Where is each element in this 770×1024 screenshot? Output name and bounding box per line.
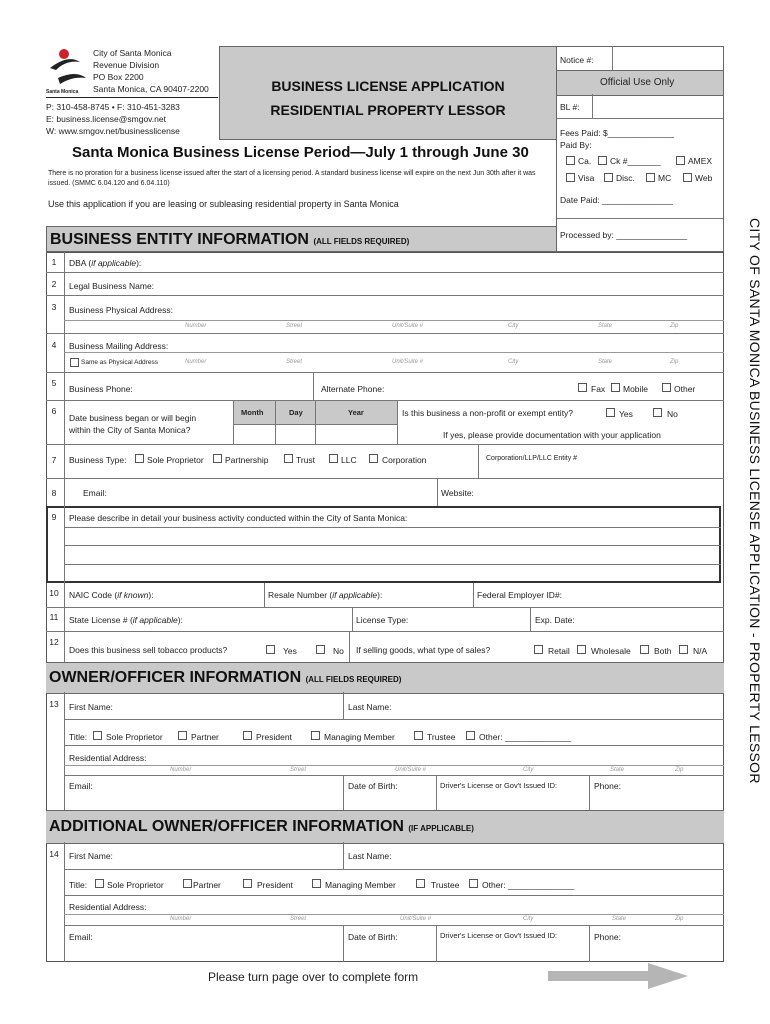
add-first-name-label: First Name: <box>69 851 113 861</box>
type-partnership-checkbox[interactable] <box>213 454 222 463</box>
hint-number: Number <box>170 767 192 773</box>
row-number: 11 <box>49 612 59 622</box>
row-number: 1 <box>51 257 57 267</box>
contact-web: W: www.smgov.net/businesslicense <box>46 126 180 136</box>
type-llc-label: LLC <box>341 455 357 465</box>
title-line-2: RESIDENTIAL PROPERTY LESSOR <box>270 102 506 118</box>
owner-email-input[interactable] <box>95 776 340 808</box>
pay-disc-label: Disc. <box>616 173 635 183</box>
owner-president-checkbox[interactable] <box>243 731 252 740</box>
org-line-3: PO Box 2200 <box>93 72 144 82</box>
add-dob-label: Date of Birth: <box>348 932 398 942</box>
add-id-label: Driver's License or Gov't Issued ID: <box>440 931 558 940</box>
add-first-name-input[interactable] <box>115 843 340 867</box>
type-corporation-checkbox[interactable] <box>369 454 378 463</box>
section-additional-note: (IF APPLICABLE) <box>408 824 474 833</box>
email-input[interactable] <box>110 479 435 505</box>
row-number: 13 <box>49 699 59 709</box>
exp-date-input[interactable] <box>580 608 720 629</box>
owner-sole-label: Sole Proprietor <box>106 732 163 742</box>
hint-zip: Zip <box>675 767 684 773</box>
add-residential-input[interactable] <box>160 896 720 913</box>
org-line-2: Revenue Division <box>93 60 160 70</box>
title-box <box>219 46 557 140</box>
hint-number: Number <box>185 323 207 329</box>
nonprofit-yes-label: Yes <box>619 409 633 419</box>
start-date-label-2: within the City of Santa Monica? <box>69 425 191 435</box>
add-president-label: President <box>257 880 293 890</box>
legal-name-input[interactable] <box>160 273 720 295</box>
license-type-input[interactable] <box>415 608 527 629</box>
official-use-banner <box>557 70 723 96</box>
hint-state: State <box>612 916 627 922</box>
add-last-name-input[interactable] <box>395 843 720 867</box>
sales-wholesale-label: Wholesale <box>591 646 631 656</box>
row-number: 12 <box>49 637 59 647</box>
add-email-input[interactable] <box>95 926 340 960</box>
tobacco-no-label: No <box>333 646 344 656</box>
other-phone-checkbox[interactable] <box>662 383 671 392</box>
notice-label: Notice #: <box>560 55 594 65</box>
tobacco-no-checkbox[interactable] <box>316 645 325 654</box>
type-sole-label: Sole Proprietor <box>147 455 204 465</box>
exp-date-label: Exp. Date: <box>535 615 575 625</box>
side-title-text: CITY OF SANTA MONICA BUSINESS LICENSE APPLICATION - PROPERTY LESSOR <box>747 218 763 784</box>
owner-sole-checkbox[interactable] <box>93 731 102 740</box>
org-line-1: City of Santa Monica <box>93 48 172 58</box>
contact-email: E: business.license@smgov.net <box>46 114 166 124</box>
entity-number-label: Corporation/LLP/LLC Entity # <box>486 455 578 462</box>
section-additional-title: ADDITIONAL OWNER/OFFICER INFORMATION (IF APPLICABLE) <box>49 818 474 835</box>
nonprofit-yes-checkbox[interactable] <box>606 408 615 417</box>
next-page-arrow-icon <box>548 963 688 989</box>
add-phone-label: Phone: <box>594 932 621 942</box>
type-llc-checkbox[interactable] <box>329 454 338 463</box>
owner-trustee-label: Trustee <box>427 732 456 742</box>
sales-retail-checkbox[interactable] <box>534 645 543 654</box>
website-input[interactable] <box>480 479 720 505</box>
sales-retail-label: Retail <box>548 646 570 656</box>
type-trust-label: Trust <box>296 455 316 465</box>
type-corporation-label: Corporation <box>382 455 427 465</box>
start-date-label-1: Date business began or will begin <box>69 413 197 423</box>
city-logo-icon <box>46 48 90 92</box>
owner-residential-label: Residential Address: <box>69 753 147 763</box>
add-partner-checkbox[interactable] <box>183 879 192 888</box>
add-other-label: Other: ______________ <box>482 880 575 890</box>
activity-input[interactable] <box>66 528 720 581</box>
resale-input[interactable] <box>365 584 470 606</box>
pay-amex-checkbox[interactable] <box>676 156 685 165</box>
state-license-input[interactable] <box>195 608 345 629</box>
owner-partner-checkbox[interactable] <box>178 731 187 740</box>
day-header: Day <box>289 408 303 417</box>
mobile-checkbox[interactable] <box>611 383 620 392</box>
pay-mc-checkbox[interactable] <box>646 173 655 182</box>
email-label: Email: <box>83 488 107 498</box>
license-period-title: Santa Monica Business License Period—July 1 through June 30 <box>72 144 529 161</box>
other-phone-label: Other <box>674 384 696 394</box>
owner-email-label: Email: <box>69 781 93 791</box>
business-phone-label: Business Phone: <box>69 384 133 394</box>
row-number: 5 <box>51 378 57 388</box>
tobacco-question: Does this business sell tobacco products? <box>69 645 228 655</box>
pay-amex-label: AMEX <box>688 156 713 166</box>
proration-note: There is no proration for a business license issued after the start of a licensing period. A standard business license will expire on the next Jun 30th after it was issued. (SMMC 6.04.120 and 6.04.110) <box>48 170 536 187</box>
dba-input[interactable] <box>150 252 720 272</box>
add-residential-label: Residential Address: <box>69 902 147 912</box>
fein-input[interactable] <box>570 584 720 606</box>
add-last-name-label: Last Name: <box>348 851 392 861</box>
sales-na-label: N/A <box>693 646 708 656</box>
same-as-physical-label: Same as Physical Address <box>81 359 158 366</box>
nonprofit-no-label: No <box>667 409 678 419</box>
sales-wholesale-checkbox[interactable] <box>577 645 586 654</box>
fein-label: Federal Employer ID#: <box>477 590 563 600</box>
add-president-checkbox[interactable] <box>243 879 252 888</box>
hint-state: State <box>598 359 613 365</box>
hint-street: Street <box>286 359 303 365</box>
row-number: 3 <box>51 302 57 312</box>
add-other-checkbox[interactable] <box>469 879 478 888</box>
row-number: 14 <box>49 849 59 859</box>
turn-page-note: Please turn page over to complete form <box>208 970 419 984</box>
hint-unit: Unit/Suite # <box>395 767 427 773</box>
hint-street: Street <box>290 916 307 922</box>
owner-dob-label: Date of Birth: <box>348 781 398 791</box>
alternate-phone-input[interactable] <box>395 373 570 399</box>
logo-wordmark: Santa Monica <box>46 89 79 95</box>
add-sole-label: Sole Proprietor <box>107 880 164 890</box>
sales-na-checkbox[interactable] <box>679 645 688 654</box>
paid-by-label: Paid By: <box>560 140 592 150</box>
row-number: 9 <box>51 512 57 522</box>
mailing-address-label: Business Mailing Address: <box>69 341 169 351</box>
use-note: Use this application if you are leasing or subleasing residential property in Santa Monica <box>48 199 399 209</box>
section-owner-title: OWNER/OFFICER INFORMATION (ALL FIELDS REQUIRED) <box>49 669 402 686</box>
hint-number: Number <box>185 359 207 365</box>
same-as-physical-checkbox[interactable] <box>70 358 79 367</box>
section-entity-title: BUSINESS ENTITY INFORMATION (ALL FIELDS REQUIRED) <box>50 231 410 248</box>
website-label: Website: <box>441 488 474 498</box>
org-line-4: Santa Monica, CA 90407-2200 <box>93 84 209 94</box>
contact-phone: P: 310-458-8745 • F: 310-451-3283 <box>46 102 180 112</box>
entity-number-input[interactable] <box>600 445 720 477</box>
hint-zip: Zip <box>670 323 679 329</box>
section-additional <box>46 810 724 844</box>
row-number: 2 <box>51 279 57 289</box>
nonprofit-no-checkbox[interactable] <box>653 408 662 417</box>
nonprofit-question: Is this business a non-profit or exempt entity? <box>402 408 574 418</box>
pay-ck-checkbox[interactable] <box>598 156 607 165</box>
state-license-label: State License # (if applicable): <box>69 615 183 625</box>
pay-disc-checkbox[interactable] <box>604 173 613 182</box>
alternate-phone-label: Alternate Phone: <box>321 384 385 394</box>
license-type-label: License Type: <box>356 615 409 625</box>
year-header: Year <box>348 408 364 417</box>
hint-zip: Zip <box>675 916 684 922</box>
row-number: 8 <box>51 488 57 498</box>
hint-city: City <box>523 767 534 773</box>
hint-number: Number <box>170 916 192 922</box>
add-managing-checkbox[interactable] <box>312 879 321 888</box>
city-logo <box>46 48 90 92</box>
owner-first-name-label: First Name: <box>69 702 113 712</box>
owner-president-label: President <box>256 732 292 742</box>
add-trustee-label: Trustee <box>431 880 460 890</box>
naic-input[interactable] <box>160 584 260 606</box>
owner-other-checkbox[interactable] <box>466 731 475 740</box>
date-paid: Date Paid: _______________ <box>560 195 673 205</box>
fax-checkbox[interactable] <box>578 383 587 392</box>
hint-state: State <box>610 767 625 773</box>
owner-last-name-label: Last Name: <box>348 702 392 712</box>
physical-address-input[interactable] <box>180 296 720 318</box>
naic-label: NAIC Code (if known): <box>69 590 154 600</box>
side-title <box>748 218 762 798</box>
owner-phone-label: Phone: <box>594 781 621 791</box>
pay-web-label: Web <box>695 173 713 183</box>
hint-unit: Unit/Suite # <box>400 916 432 922</box>
official-use-label: Official Use Only <box>600 77 675 88</box>
sales-both-label: Both <box>654 646 672 656</box>
month-input[interactable] <box>234 425 274 443</box>
owner-managing-label: Managing Member <box>324 732 395 742</box>
hint-zip: Zip <box>670 359 679 365</box>
owner-id-label: Driver's License or Gov't Issued ID: <box>440 781 558 790</box>
owner-title-label: Title: <box>69 732 88 742</box>
mailing-address-input[interactable] <box>180 334 720 351</box>
owner-managing-checkbox[interactable] <box>311 731 320 740</box>
resale-label: Resale Number (if applicable): <box>268 590 383 600</box>
hint-city: City <box>508 359 519 365</box>
owner-last-name-input[interactable] <box>395 693 720 717</box>
owner-trustee-checkbox[interactable] <box>414 731 423 740</box>
add-title-label: Title: <box>69 880 88 890</box>
year-input[interactable] <box>316 425 396 443</box>
add-partner-label: Partner <box>193 880 221 890</box>
business-phone-input[interactable] <box>140 373 310 399</box>
row-number: 7 <box>51 455 57 465</box>
pay-ck-label: Ck #_______ <box>610 156 661 166</box>
month-header: Month <box>241 408 264 417</box>
add-managing-label: Managing Member <box>325 880 396 890</box>
nonprofit-doc-note: If yes, please provide documentation with your application <box>443 430 661 440</box>
processed-by: Processed by: _______________ <box>560 230 688 240</box>
owner-residential-input[interactable] <box>160 746 720 764</box>
tobacco-yes-checkbox[interactable] <box>266 645 275 654</box>
section-owner-note: (ALL FIELDS REQUIRED) <box>305 675 402 684</box>
add-email-label: Email: <box>69 932 93 942</box>
pay-ca-checkbox[interactable] <box>566 156 575 165</box>
hint-street: Street <box>290 767 307 773</box>
pay-web-checkbox[interactable] <box>683 173 692 182</box>
mobile-label: Mobile <box>623 384 649 394</box>
activity-label: Please describe in detail your business activity conducted within the City of Santa Monica: <box>69 513 408 523</box>
fax-label: Fax <box>591 384 606 394</box>
add-sole-checkbox[interactable] <box>95 879 104 888</box>
pay-mc-label: MC <box>658 173 672 183</box>
pay-ca-label: Ca. <box>578 156 592 166</box>
owner-partner-label: Partner <box>191 732 219 742</box>
hint-state: State <box>598 323 613 329</box>
title-line-1: BUSINESS LICENSE APPLICATION <box>271 78 505 94</box>
owner-other-label: Other: ______________ <box>479 732 572 742</box>
row-number: 10 <box>49 588 59 598</box>
tobacco-yes-label: Yes <box>283 646 297 656</box>
hint-city: City <box>508 323 519 329</box>
add-trustee-checkbox[interactable] <box>416 879 425 888</box>
section-entity <box>46 226 557 252</box>
row-number: 4 <box>51 340 57 350</box>
pay-visa-label: Visa <box>578 173 595 183</box>
hint-street: Street <box>286 323 303 329</box>
owner-first-name-input[interactable] <box>115 693 340 717</box>
pay-visa-checkbox[interactable] <box>566 173 575 182</box>
sales-both-checkbox[interactable] <box>640 645 649 654</box>
business-type-label: Business Type: <box>69 455 127 465</box>
section-entity-note: (ALL FIELDS REQUIRED) <box>313 237 410 246</box>
hint-city: City <box>523 916 534 922</box>
row-number: 6 <box>51 406 57 416</box>
day-input[interactable] <box>276 425 314 443</box>
dba-label: DBA (if applicable): <box>69 258 142 268</box>
section-owner <box>46 662 724 694</box>
type-partnership-label: Partnership <box>225 455 269 465</box>
sales-type-question: If selling goods, what type of sales? <box>356 645 491 655</box>
type-trust-checkbox[interactable] <box>284 454 293 463</box>
type-sole-checkbox[interactable] <box>135 454 144 463</box>
physical-address-label: Business Physical Address: <box>69 305 173 315</box>
legal-name-label: Legal Business Name: <box>69 281 155 291</box>
hint-unit: Unit/Suite # <box>392 359 424 365</box>
fees-paid: Fees Paid: $______________ <box>560 128 674 138</box>
hint-unit: Unit/Suite # <box>392 323 424 329</box>
bl-label: BL #: <box>560 102 580 112</box>
